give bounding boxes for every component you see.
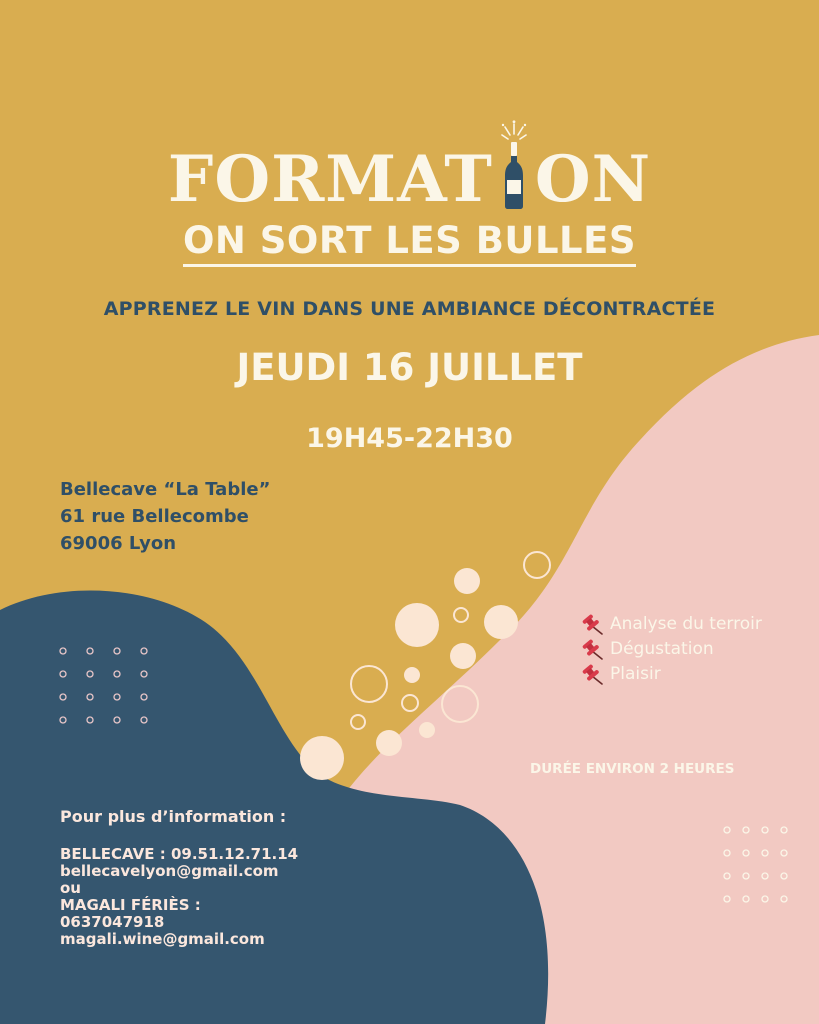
highlight-item (582, 637, 762, 662)
highlight-item (582, 662, 762, 687)
champagne-bottle-icon (499, 120, 529, 210)
subtitle (0, 219, 819, 262)
contact-heading: Pour plus d’information : (60, 807, 287, 826)
contact-separator: ou (60, 879, 81, 897)
push-pin-icon (582, 664, 606, 686)
highlight-label: Plaisir (610, 664, 661, 684)
venue-city: 69006 Lyon (60, 533, 177, 554)
title-left-text: FORMAT (167, 142, 493, 217)
contact-email-bellecave: bellecavelyon@gmail.com (60, 862, 279, 880)
contact-phone-magali: 0637047918 (60, 913, 165, 931)
contact-email-magali: magali.wine@gmail.com (60, 930, 265, 948)
event-date: JEUDI 16 JUILLET (236, 346, 583, 389)
venue-street: 61 rue Bellecombe (60, 506, 249, 527)
push-pin-icon (582, 614, 606, 636)
tagline: APPRENEZ LE VIN DANS UNE AMBIANCE DÉCONTRACTÉE (103, 298, 716, 320)
duration-note: DURÉE ENVIRON 2 HEURES (530, 761, 735, 777)
poster-title (0, 112, 819, 217)
highlight-item (582, 612, 762, 637)
title-right-text: ON (534, 142, 652, 217)
contact-phone-bellecave: BELLECAVE : 09.51.12.71.14 (60, 845, 299, 863)
subtitle-text: ON SORT LES BULLES (183, 219, 636, 267)
push-pin-icon (582, 639, 606, 661)
highlight-label: Dégustation (610, 639, 714, 659)
venue-name: Bellecave “La Table” (60, 479, 271, 500)
event-time: 19H45-22H30 (306, 423, 513, 454)
contact-name-magali: MAGALI FÉRIÈS : (60, 896, 201, 914)
contact-info (60, 808, 298, 948)
highlight-label: Analyse du terroir (610, 614, 762, 634)
venue-address (60, 476, 270, 557)
highlights-list (582, 612, 762, 687)
